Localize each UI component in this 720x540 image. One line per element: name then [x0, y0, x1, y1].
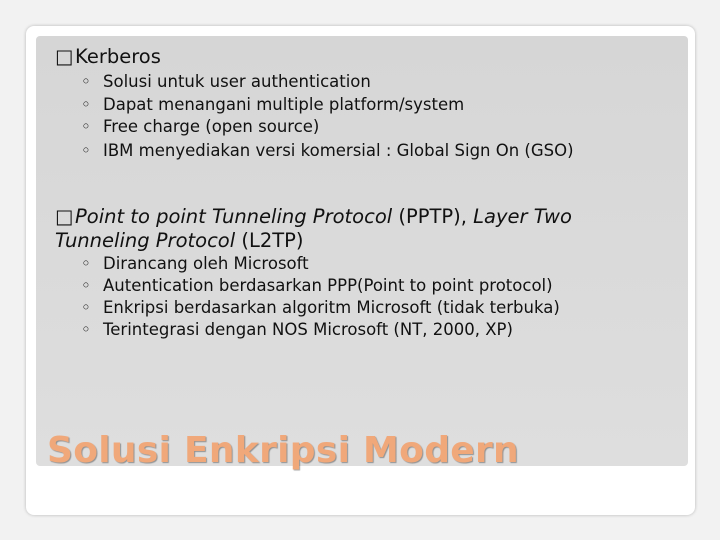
sub-item: ◦ Solusi untuk user authentication — [81, 72, 371, 91]
slide-title: Solusi Enkripsi Modern — [47, 430, 519, 471]
sub-item: ◦ Enkripsi berdasarkan algoritm Microsoft (tidak terbuka) — [81, 298, 560, 317]
circle-bullet-icon: ◦ — [81, 276, 91, 295]
circle-bullet-icon: ◦ — [81, 72, 91, 91]
circle-bullet-icon: ◦ — [81, 254, 91, 273]
sub-item: ◦ Autentication berdasarkan PPP(Point to point protocol) — [81, 276, 553, 295]
square-bullet-icon: □ — [55, 45, 74, 68]
bullet-text: Kerberos — [75, 45, 161, 68]
square-bullet-icon: □ — [55, 205, 74, 228]
circle-bullet-icon: ◦ — [81, 95, 91, 114]
sub-item: ◦ IBM menyediakan versi komersial : Global Sign On (GSO) — [81, 141, 574, 160]
sub-item: ◦ Dapat menangani multiple platform/system — [81, 95, 465, 114]
sub-item: ◦ Terintegrasi dengan NOS Microsoft (NT, 2000, XP) — [81, 320, 513, 339]
circle-bullet-icon: ◦ — [81, 141, 91, 160]
circle-bullet-icon: ◦ — [81, 320, 91, 339]
sub-item: ◦ Free charge (open source) — [81, 117, 320, 136]
circle-bullet-icon: ◦ — [81, 298, 91, 317]
bullet-kerberos — [55, 45, 161, 69]
bullet-tunneling: □Point to point Tunneling Protocol (PPTP), Layer Two Tunneling Protocol (L2TP) — [55, 205, 572, 252]
sub-item: ◦ Dirancang oleh Microsoft — [81, 254, 309, 273]
circle-bullet-icon: ◦ — [81, 117, 91, 136]
